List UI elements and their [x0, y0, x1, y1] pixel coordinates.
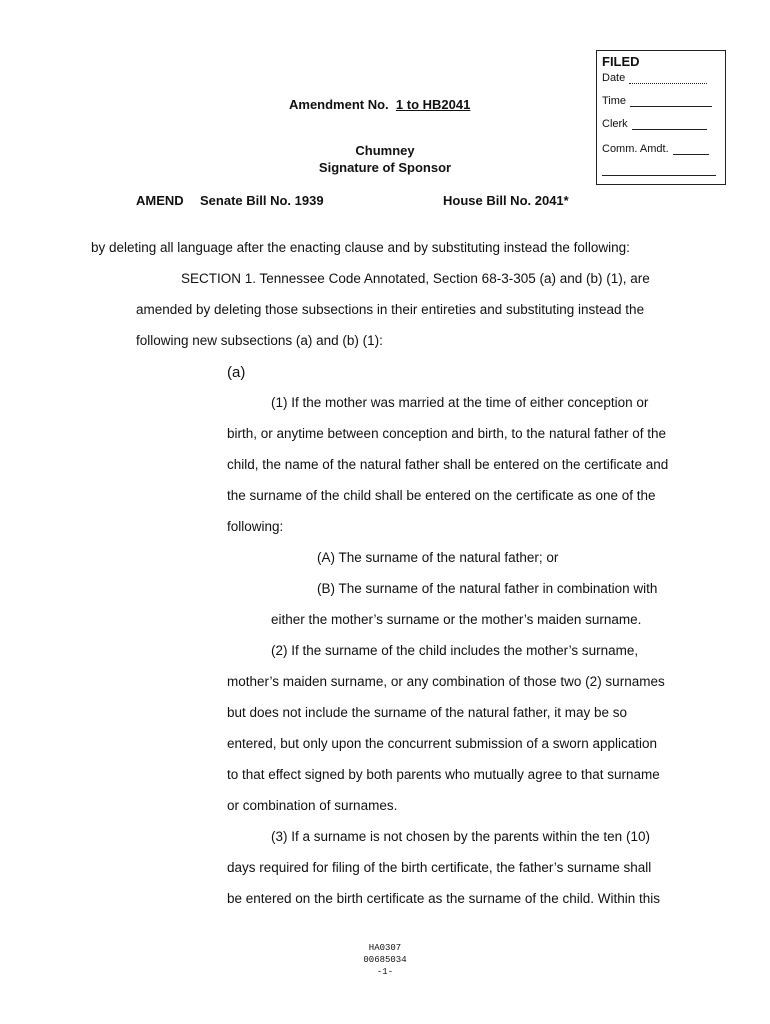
filed-time-line [630, 96, 712, 107]
option-b-line-1: (B) The surname of the natural father in combination with [317, 581, 658, 596]
para-2-line-2: mother’s maiden surname, or any combination of those two (2) surnames [227, 674, 665, 689]
para-2-line-4: entered, but only upon the concurrent submission of a sworn application [227, 736, 658, 751]
para-1-line-5: following: [227, 519, 284, 534]
footer-page-number: -1- [376, 967, 394, 977]
para-1-line-3: child, the name of the natural father shall be entered on the certificate and [227, 457, 669, 472]
filed-time-row [602, 95, 712, 107]
sponsor-name-wrap [0, 143, 770, 158]
para-3-line-1: (3) If a surname is not chosen by the parents within the ten (10) [271, 829, 650, 844]
footer-document-number: 00685034 [363, 955, 407, 965]
filed-clerk-line [632, 119, 707, 130]
intro-paragraph: by deleting all language after the enacting clause and by substituting instead the following: [91, 240, 630, 255]
para-3-line-2: days required for filing of the birth certificate, the father’s surname shall [227, 860, 652, 875]
section-1-line-1: SECTION 1. Tennessee Code Annotated, Section 68-3-305 (a) and (b) (1), are [181, 271, 650, 286]
filed-date-row [602, 72, 707, 84]
filed-date-label: Date [602, 72, 626, 84]
filed-signature-line [602, 175, 716, 176]
filed-comm-amdt-label: Comm. Amdt. [602, 143, 669, 155]
sponsor-caption-wrap [0, 160, 770, 175]
subsection-a-marker: (a) [227, 364, 246, 381]
option-a-line: (A) The surname of the natural father; or [317, 550, 559, 565]
amend-label: AMEND [136, 193, 184, 208]
amendment-prefix: Amendment No. [289, 97, 389, 112]
sponsor-name: Chumney [355, 143, 415, 158]
house-bill-number: House Bill No. 2041* [443, 193, 569, 208]
filed-clerk-label: Clerk [602, 118, 628, 130]
footer-drafting-code: HA0307 [368, 943, 402, 953]
sponsor-caption: Signature of Sponsor [318, 160, 452, 175]
para-1-line-1: (1) If the mother was married at the time of either conception or [271, 395, 649, 410]
filed-title: FILED [602, 54, 640, 69]
para-2-line-6: or combination of surnames. [227, 798, 398, 813]
para-1-line-4: the surname of the child shall be entered on the certificate as one of the [227, 488, 656, 503]
para-2-line-1: (2) If the surname of the child includes the mother’s surname, [271, 643, 639, 658]
filed-clerk-row [602, 118, 707, 130]
senate-bill-number: Senate Bill No. 1939 [200, 193, 324, 208]
para-2-line-5: to that effect signed by both parents who mutually agree to that surname [227, 767, 660, 782]
para-1-line-2: birth, or anytime between conception and birth, to the natural father of the [227, 426, 667, 441]
para-2-line-3: but does not include the surname of the natural father, it may be so [227, 705, 627, 720]
para-3-line-3: be entered on the birth certificate as the surname of the child. Within this [227, 891, 660, 906]
section-1-line-2: amended by deleting those subsections in their entireties and substituting instead the [136, 302, 645, 317]
option-b-line-2: either the mother’s surname or the mother’s maiden surname. [271, 612, 642, 627]
amendment-heading [289, 97, 470, 112]
section-1-line-3: following new subsections (a) and (b) (1): [136, 333, 383, 348]
filed-date-line [629, 73, 707, 84]
filed-time-label: Time [602, 95, 627, 107]
amendment-reference: 1 to HB2041 [395, 97, 471, 112]
